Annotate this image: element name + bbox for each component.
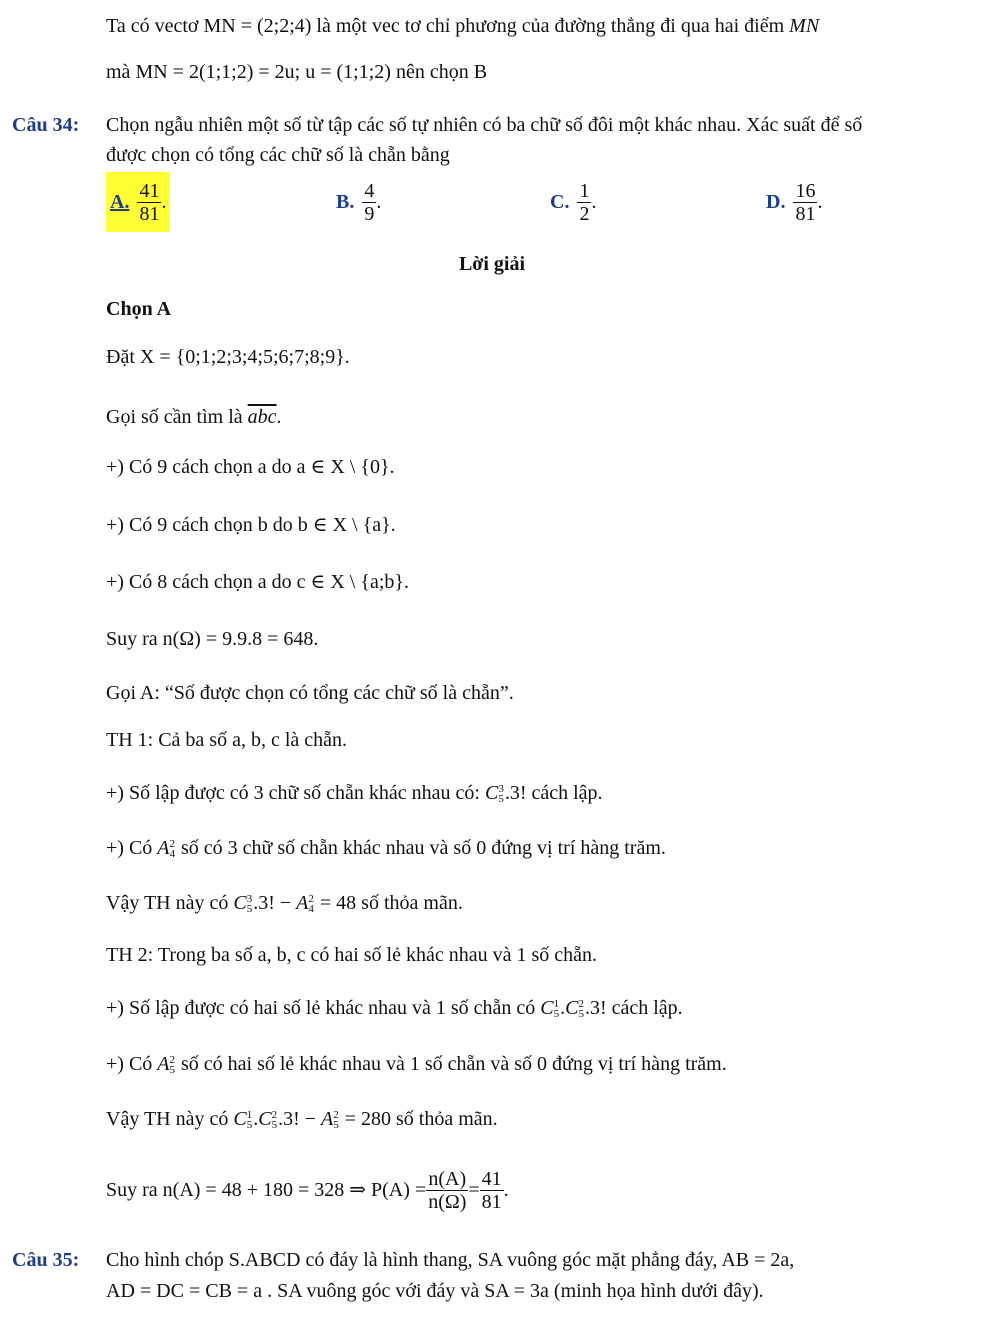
text: .3! − (253, 892, 297, 914)
probability-fraction (426, 1168, 468, 1213)
arrangement-symbol: A (157, 837, 170, 859)
text: . (276, 406, 282, 428)
text: = 280 số thỏa mãn. (339, 1108, 498, 1130)
option-c[interactable]: C. $\frac{1}{2}$ . (550, 179, 597, 225)
solution-choice: Chọn A (106, 298, 172, 320)
text: .3! cách lập. (584, 997, 683, 1019)
script (578, 999, 584, 1019)
subscript: 4 (169, 848, 175, 861)
intro-line-2 (106, 60, 487, 84)
denominator: 81 (795, 202, 816, 225)
question-34-label: Câu 34: (12, 114, 80, 136)
combination-symbol: C (484, 782, 499, 804)
text: Vậy TH này có (106, 892, 234, 914)
script (247, 894, 253, 914)
question-35-text-2: AD = DC = CB = a . SA vuông góc với đáy và SA = 3a (minh họa hình dưới đây). (106, 1280, 764, 1302)
arrangement-symbol: A (296, 892, 309, 914)
subscript: 5 (553, 1008, 560, 1021)
numerator: 41 (139, 179, 160, 202)
intro-line-1 (106, 14, 819, 38)
superscript: 1 (553, 998, 560, 1011)
numerator: 41 (481, 1167, 502, 1190)
numerator: 16 (795, 179, 816, 202)
text: Suy ra n(A) = 48 + 180 = 328 ⇒ P(A) = (106, 1179, 427, 1201)
script (170, 1055, 176, 1075)
vector-relation: MN = 2(1;1;2) = 2u; u = (1;1;2) (135, 61, 391, 83)
subscript: 5 (271, 1119, 278, 1132)
solution-line-15: Vậy TH này có C 1 5 .C 2 5 .3! − A 2 5 = 280 số thỏa mãn. (106, 1108, 498, 1132)
option-b[interactable]: B. $\frac{4}{9}$ . (336, 179, 382, 225)
combination-symbol: C (258, 1108, 272, 1130)
option-a[interactable]: A. $\frac{41}{81}$ . (106, 172, 170, 232)
solution-line-13: +) Số lập được có hai số lẻ khác nhau và 1 số chẵn có C 1 5 .C 2 5 .3! cách lập. (106, 997, 683, 1021)
subscript: 4 (308, 903, 314, 916)
solution-line-12: TH 2: Trong ba số a, b, c có hai số lẻ khác nhau và 1 số chẵn. (106, 944, 598, 966)
denominator: 81 (481, 1190, 502, 1213)
script (170, 839, 176, 859)
text: .3! − (278, 1108, 322, 1130)
subscript: 5 (498, 793, 504, 806)
numerator: 1 (579, 179, 590, 202)
subscript: 5 (169, 1064, 175, 1077)
text: số có 3 chữ số chẵn khác nhau và số 0 đứng vị trí hàng trăm. (176, 837, 666, 859)
solution-line-2 (106, 405, 282, 429)
solution-line-9 (106, 781, 603, 805)
superscript: 2 (271, 1109, 278, 1122)
question-34-text-2: được chọn có tổng các chữ số là chẵn bằng (106, 144, 450, 166)
solution-line-3: +) Có 9 cách chọn a do a ∈ X \ {0}. (106, 456, 395, 478)
option-d-fraction (793, 180, 817, 225)
option-c-fraction (577, 180, 591, 225)
text: .3! cách lập. (504, 782, 603, 804)
text: Gọi số cần tìm là (106, 406, 248, 428)
solution-line-4: +) Có 9 cách chọn b do b ∈ X \ {a}. (106, 514, 396, 536)
intro-text: là một vec tơ chỉ phương của đường thẳng đi qua hai điểm (311, 15, 790, 37)
combination-symbol: C (233, 1108, 247, 1130)
combination-symbol: C (233, 892, 247, 914)
superscript: 2 (578, 998, 584, 1011)
superscript: 3 (246, 893, 253, 906)
script (272, 1110, 278, 1130)
intro-text: nên chọn B (390, 61, 488, 83)
intro-text: Ta có vectơ (106, 15, 204, 37)
subscript: 5 (578, 1008, 584, 1021)
script (498, 784, 504, 804)
script (247, 1110, 253, 1130)
script (308, 894, 314, 914)
solution-line-1: Đặt X = {0;1;2;3;4;5;6;7;8;9}. (106, 346, 350, 368)
text: +) Có (106, 837, 158, 859)
option-c-label: C. (550, 190, 570, 213)
denominator: 2 (579, 202, 590, 225)
solution-line-6: Suy ra n(Ω) = 9.9.8 = 648. (106, 628, 319, 650)
superscript: 3 (498, 783, 504, 796)
text: . (503, 1179, 509, 1201)
script (554, 999, 560, 1019)
superscript: 1 (246, 1109, 253, 1122)
probability-value-fraction (480, 1168, 504, 1213)
option-a-label: A. (110, 190, 130, 213)
subscript: 5 (333, 1119, 339, 1132)
solution-line-8: TH 1: Cả ba số a, b, c là chẵn. (106, 729, 348, 751)
solution-line-5: +) Có 8 cách chọn a do c ∈ X \ {a;b}. (106, 571, 409, 593)
superscript: 2 (169, 838, 175, 851)
numerator: n(A) (428, 1167, 467, 1190)
superscript: 2 (169, 1054, 175, 1067)
arrangement-symbol: A (321, 1108, 334, 1130)
text: +) Số lập được có 3 chữ số chẵn khác nhau có: (106, 782, 485, 804)
subscript: 5 (246, 903, 253, 916)
solution-line-10 (106, 836, 666, 860)
arrangement-symbol: A (157, 1053, 170, 1075)
option-b-fraction (362, 180, 376, 225)
denominator: n(Ω) (428, 1190, 467, 1213)
text: = 48 số thỏa mãn. (314, 892, 463, 914)
text: +) Số lập được có hai số lẻ khác nhau và 1 số chẵn có (106, 997, 541, 1019)
abc-number: $\overline{abc}$ (247, 406, 277, 428)
denominator: 81 (139, 202, 160, 225)
mn-label: MN (789, 15, 820, 37)
solution-line-7: Gọi A: “Số được chọn có tổng các chữ số là chẵn”. (106, 682, 514, 704)
question-34-text-1: Chọn ngẫu nhiên một số từ tập các số tự nhiên có ba chữ số đôi một khác nhau. Xác suất để số (106, 114, 863, 136)
superscript: 2 (308, 893, 314, 906)
option-b-label: B. (336, 190, 355, 213)
script (333, 1110, 339, 1130)
combination-symbol: C (540, 997, 554, 1019)
subscript: 5 (246, 1119, 253, 1132)
solution-line-14 (106, 1052, 727, 1076)
vector-mn-equation: MN = (2;2;4) (203, 15, 312, 37)
text: số có hai số lẻ khác nhau và 1 số chẵn và số 0 đứng vị trí hàng trăm. (176, 1053, 727, 1075)
option-a-fraction (137, 180, 161, 225)
combination-symbol: C (565, 997, 579, 1019)
option-d[interactable]: D. $\frac{16}{81}$ . (766, 179, 823, 225)
denominator: 9 (364, 202, 375, 225)
text: +) Có (106, 1053, 158, 1075)
question-35-text-1: Cho hình chóp S.ABCD có đáy là hình thang, SA vuông góc mặt phẳng đáy, AB = 2a, (106, 1249, 795, 1271)
solution-line-11 (106, 891, 463, 915)
intro-text: mà (106, 61, 136, 83)
numerator: 4 (364, 179, 375, 202)
text: = (468, 1179, 480, 1201)
solution-title: Lời giải (458, 253, 526, 275)
option-d-label: D. (766, 190, 786, 213)
solution-line-16 (106, 1160, 509, 1220)
question-35-label: Câu 35: (12, 1249, 80, 1271)
text: Vậy TH này có (106, 1108, 234, 1130)
superscript: 2 (333, 1109, 339, 1122)
